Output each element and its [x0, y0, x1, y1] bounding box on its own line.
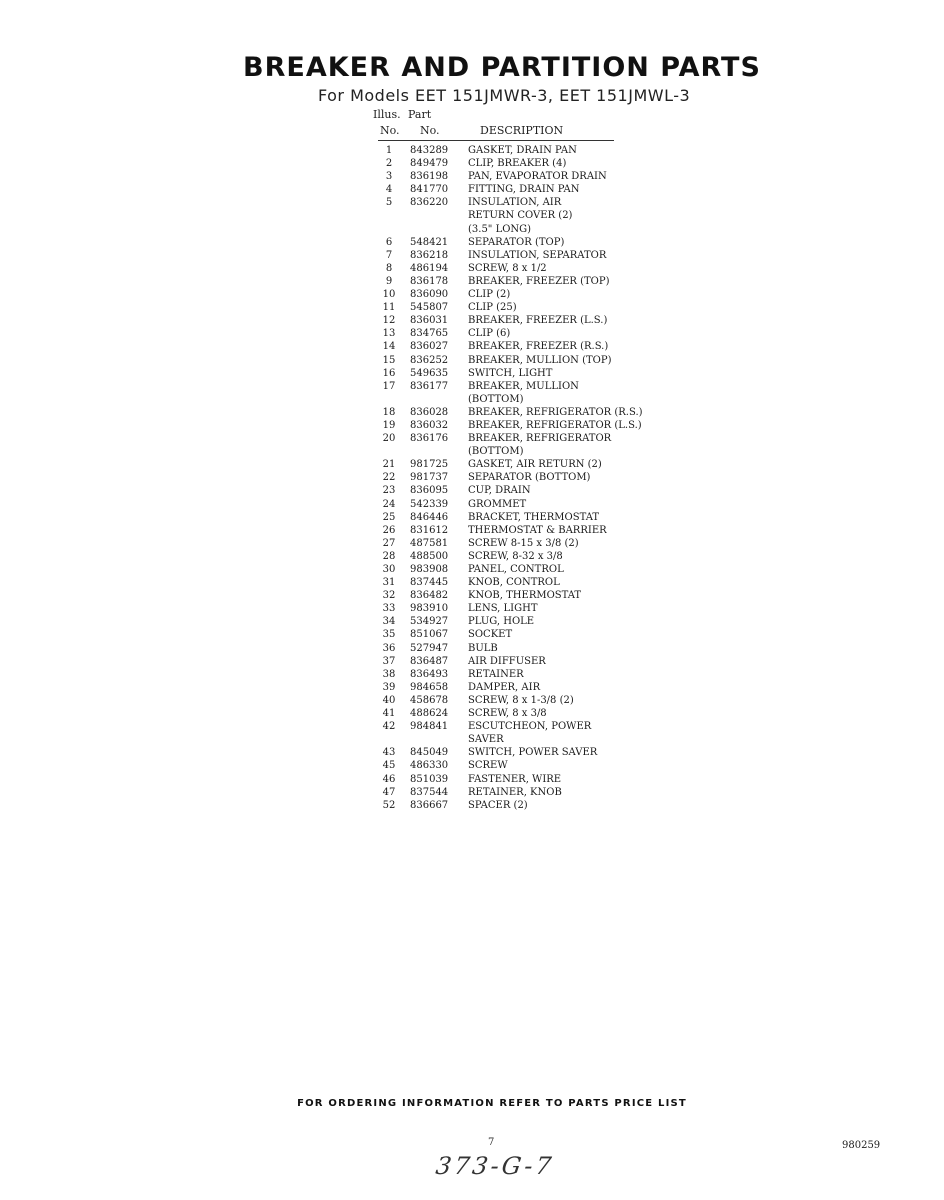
part-number: 458678 [410, 694, 449, 706]
illus-number: 16 [382, 367, 396, 379]
part-description: SOCKET [468, 629, 513, 641]
part-number: 983910 [410, 603, 449, 615]
document-number: 980259 [842, 1140, 881, 1151]
part-row [378, 236, 658, 249]
illus-number [378, 393, 400, 406]
part-description: BREAKER, FREEZER (TOP) [468, 275, 610, 287]
illus-number: 19 [382, 419, 396, 431]
part-number: 837445 [410, 577, 449, 589]
part-number: 836178 [410, 275, 449, 287]
part-description: SCREW, 8 x 1-3/8 (2) [468, 694, 574, 706]
part-description: GASKET, DRAIN PAN [468, 145, 577, 156]
part-row [378, 419, 658, 432]
illus-number: 41 [382, 708, 396, 720]
part-number: 837544 [410, 786, 449, 798]
part-row [378, 249, 658, 262]
part-description: BREAKER, REFRIGERATOR (L.S.) [468, 419, 642, 431]
part-number: 486194 [410, 262, 449, 274]
part-row [378, 628, 658, 641]
illus-number: 52 [382, 799, 396, 811]
page-title: BREAKER AND PARTITION PARTS [243, 52, 761, 83]
illus-number: 12 [382, 315, 396, 327]
part-description: BREAKER, REFRIGERATOR (R.S.) [468, 406, 643, 418]
part-description: SCREW [468, 760, 508, 772]
part-row [378, 340, 658, 353]
illus-number: 25 [382, 511, 396, 523]
illus-number: 3 [385, 171, 393, 183]
ordering-footer: FOR ORDERING INFORMATION REFER TO PARTS PRICE LIST [297, 1098, 687, 1109]
header-part: Part [408, 108, 432, 121]
illus-number: 31 [382, 577, 396, 589]
part-description: PAN, EVAPORATOR DRAIN [468, 171, 607, 183]
part-description: ESCUTCHEON, POWER [468, 721, 592, 733]
illus-number: 1 [385, 145, 393, 156]
illus-number: 47 [382, 786, 396, 798]
part-row [378, 642, 658, 655]
part-row [378, 183, 658, 196]
part-number: 984841 [410, 721, 449, 733]
part-description: (BOTTOM) [468, 393, 524, 405]
illus-number: 5 [385, 197, 393, 209]
part-description: SAVER [468, 734, 504, 746]
part-row [378, 694, 658, 707]
part-row [378, 223, 658, 236]
part-row [378, 262, 658, 275]
part-row [378, 511, 658, 524]
illus-number: 36 [382, 642, 396, 654]
part-row [378, 681, 658, 694]
part-number: 851039 [410, 773, 449, 785]
illus-number: 42 [382, 721, 396, 733]
part-number [400, 393, 468, 406]
part-number: 843289 [410, 145, 449, 156]
part-row [378, 432, 658, 445]
part-number: 983908 [410, 564, 449, 575]
illus-number [378, 445, 400, 458]
part-description: AIR DIFFUSER [468, 655, 546, 667]
part-row [378, 458, 658, 471]
illus-number: 14 [382, 341, 396, 353]
illus-number: 28 [382, 550, 396, 562]
part-row [378, 720, 658, 733]
part-description: CLIP (25) [468, 302, 517, 314]
part-description: BREAKER, REFRIGERATOR [468, 433, 612, 445]
part-number: 836667 [410, 799, 449, 811]
part-row [378, 773, 658, 786]
part-row [378, 471, 658, 484]
part-description: KNOB, CONTROL [468, 577, 560, 589]
part-description: (3.5" LONG) [468, 223, 532, 235]
part-row [378, 275, 658, 288]
illus-number: 4 [385, 184, 393, 196]
part-row [378, 733, 658, 746]
part-description: BREAKER, MULLION (TOP) [468, 354, 612, 366]
illus-number: 13 [382, 328, 396, 340]
part-row [378, 589, 658, 602]
part-number: 836176 [410, 433, 449, 445]
illus-number: 30 [382, 564, 396, 575]
part-number: 836095 [410, 485, 449, 497]
part-number: 836177 [410, 380, 449, 392]
part-description: PLUG, HOLE [468, 616, 535, 628]
illus-number: 20 [382, 433, 396, 445]
illus-number [378, 223, 400, 236]
part-description: KNOB, THERMOSTAT [468, 590, 582, 602]
illus-number: 40 [382, 694, 396, 706]
part-description: RETAINER, KNOB [468, 786, 562, 798]
illus-number: 46 [382, 773, 396, 785]
part-row [378, 314, 658, 327]
part-row [378, 799, 658, 812]
part-description: CLIP (2) [468, 289, 511, 301]
part-number: 846446 [410, 511, 449, 523]
part-description: INSULATION, AIR [468, 197, 562, 209]
part-row [378, 301, 658, 314]
illus-number: 7 [385, 249, 393, 261]
part-description: THERMOSTAT & BARRIER [468, 524, 607, 536]
part-row [378, 537, 658, 550]
illus-number: 43 [382, 747, 396, 759]
part-number: 836090 [410, 289, 449, 301]
part-row [378, 746, 658, 759]
part-number: 981737 [410, 472, 449, 484]
part-row [378, 288, 658, 301]
part-number: 851067 [410, 629, 449, 641]
part-number: 488500 [410, 550, 449, 562]
part-row [378, 354, 658, 367]
illus-number: 33 [382, 603, 396, 615]
illus-number: 15 [382, 354, 396, 366]
illus-number: 22 [382, 472, 396, 484]
part-description: CLIP (6) [468, 328, 511, 340]
part-row [378, 602, 658, 615]
part-description: FITTING, DRAIN PAN [468, 184, 580, 196]
illus-number: 6 [385, 236, 393, 248]
part-number: 834765 [410, 328, 449, 340]
part-number: 545807 [410, 302, 449, 314]
part-row [378, 550, 658, 563]
header-part-no: No. [420, 124, 440, 137]
part-number [400, 445, 468, 458]
part-description: BULB [468, 642, 498, 654]
part-row [378, 380, 658, 393]
part-number: 836487 [410, 655, 449, 667]
part-row [378, 445, 658, 458]
part-row [378, 759, 658, 772]
part-number: 836493 [410, 668, 449, 680]
part-description: INSULATION, SEPARATOR [468, 249, 607, 261]
part-row [378, 157, 658, 170]
part-description: SEPARATOR (TOP) [468, 236, 565, 248]
part-description: SCREW 8-15 x 3/8 (2) [468, 537, 579, 549]
part-description: (BOTTOM) [468, 446, 524, 458]
part-row [378, 393, 658, 406]
part-number: 486330 [410, 760, 449, 772]
part-row [378, 498, 658, 511]
part-description: RETURN COVER (2) [468, 210, 573, 222]
illus-number: 39 [382, 681, 396, 693]
part-row [378, 655, 658, 668]
part-description: SCREW, 8 x 1/2 [468, 262, 547, 274]
part-description: BREAKER, MULLION [468, 380, 579, 392]
illus-number: 37 [382, 655, 396, 667]
part-description: DAMPER, AIR [468, 681, 541, 693]
header-rule [378, 140, 614, 141]
parts-list [378, 144, 658, 812]
part-number: 836028 [410, 406, 449, 418]
illus-number: 32 [382, 590, 396, 602]
header-illus: Illus. [373, 108, 401, 121]
part-number: 849479 [410, 158, 449, 170]
part-number [400, 733, 468, 746]
part-number: 836032 [410, 419, 449, 431]
part-row [378, 668, 658, 681]
part-number: 836482 [410, 590, 449, 602]
part-row [378, 170, 658, 183]
part-number: 549635 [410, 367, 449, 379]
part-number: 836218 [410, 249, 449, 261]
part-row [378, 196, 658, 209]
part-number [400, 209, 468, 222]
part-row [378, 209, 658, 222]
illus-number: 24 [382, 498, 396, 510]
illus-number: 10 [382, 289, 396, 301]
part-description: SEPARATOR (BOTTOM) [468, 472, 591, 484]
illus-number: 27 [382, 537, 396, 549]
part-description: SPACER (2) [468, 799, 528, 811]
part-description: SCREW, 8 x 3/8 [468, 708, 547, 720]
header-illus-no: No. [380, 124, 400, 137]
part-row [378, 563, 658, 576]
part-row [378, 406, 658, 419]
part-number: 836198 [410, 171, 449, 183]
handwritten-note: 373-G-7 [434, 1152, 556, 1180]
part-row [378, 707, 658, 720]
part-description: LENS, LIGHT [468, 603, 538, 615]
illus-number: 8 [385, 262, 393, 274]
part-description: PANEL, CONTROL [468, 564, 564, 575]
part-description: GROMMET [468, 498, 527, 510]
part-number: 527947 [410, 642, 449, 654]
part-description: BREAKER, FREEZER (L.S.) [468, 315, 608, 327]
part-row [378, 327, 658, 340]
illus-number: 35 [382, 629, 396, 641]
part-description: CUP, DRAIN [468, 485, 531, 497]
illus-number: 17 [382, 380, 396, 392]
part-number: 836220 [410, 197, 449, 209]
illus-number: 2 [385, 158, 393, 170]
part-number: 548421 [410, 236, 449, 248]
part-description: SCREW, 8-32 x 3/8 [468, 550, 563, 562]
part-description: BRACKET, THERMOSTAT [468, 511, 600, 523]
illus-number: 26 [382, 524, 396, 536]
part-row [378, 786, 658, 799]
part-row [378, 615, 658, 628]
part-row [378, 367, 658, 380]
illus-number: 21 [382, 459, 396, 471]
part-number [400, 223, 468, 236]
part-number: 836252 [410, 354, 449, 366]
part-number: 542339 [410, 498, 449, 510]
illus-number: 45 [382, 760, 396, 772]
illus-number: 9 [385, 275, 393, 287]
part-number: 836027 [410, 341, 449, 353]
header-description: DESCRIPTION [480, 124, 564, 137]
part-description: CLIP, BREAKER (4) [468, 158, 567, 170]
page-number: 7 [488, 1137, 495, 1148]
part-description: SWITCH, POWER SAVER [468, 747, 598, 759]
part-row [378, 484, 658, 497]
part-description: GASKET, AIR RETURN (2) [468, 459, 602, 471]
illus-number [378, 733, 400, 746]
part-row [378, 524, 658, 537]
part-description: RETAINER [468, 668, 524, 680]
part-number: 845049 [410, 747, 449, 759]
part-number: 534927 [410, 616, 449, 628]
part-row [378, 144, 658, 157]
illus-number: 18 [382, 406, 396, 418]
illus-number [378, 209, 400, 222]
models-subtitle: For Models EET 151JMWR-3, EET 151JMWL-3 [318, 86, 691, 105]
part-number: 831612 [410, 524, 449, 536]
part-number: 841770 [410, 184, 449, 196]
part-description: BREAKER, FREEZER (R.S.) [468, 341, 609, 353]
illus-number: 34 [382, 616, 396, 628]
illus-number: 23 [382, 485, 396, 497]
part-number: 836031 [410, 315, 449, 327]
part-description: SWITCH, LIGHT [468, 367, 553, 379]
part-number: 488624 [410, 708, 449, 720]
part-number: 984658 [410, 681, 449, 693]
part-description: FASTENER, WIRE [468, 773, 562, 785]
illus-number: 11 [382, 302, 396, 314]
part-row [378, 576, 658, 589]
part-number: 487581 [410, 537, 449, 549]
illus-number: 38 [382, 668, 396, 680]
part-number: 981725 [410, 459, 449, 471]
